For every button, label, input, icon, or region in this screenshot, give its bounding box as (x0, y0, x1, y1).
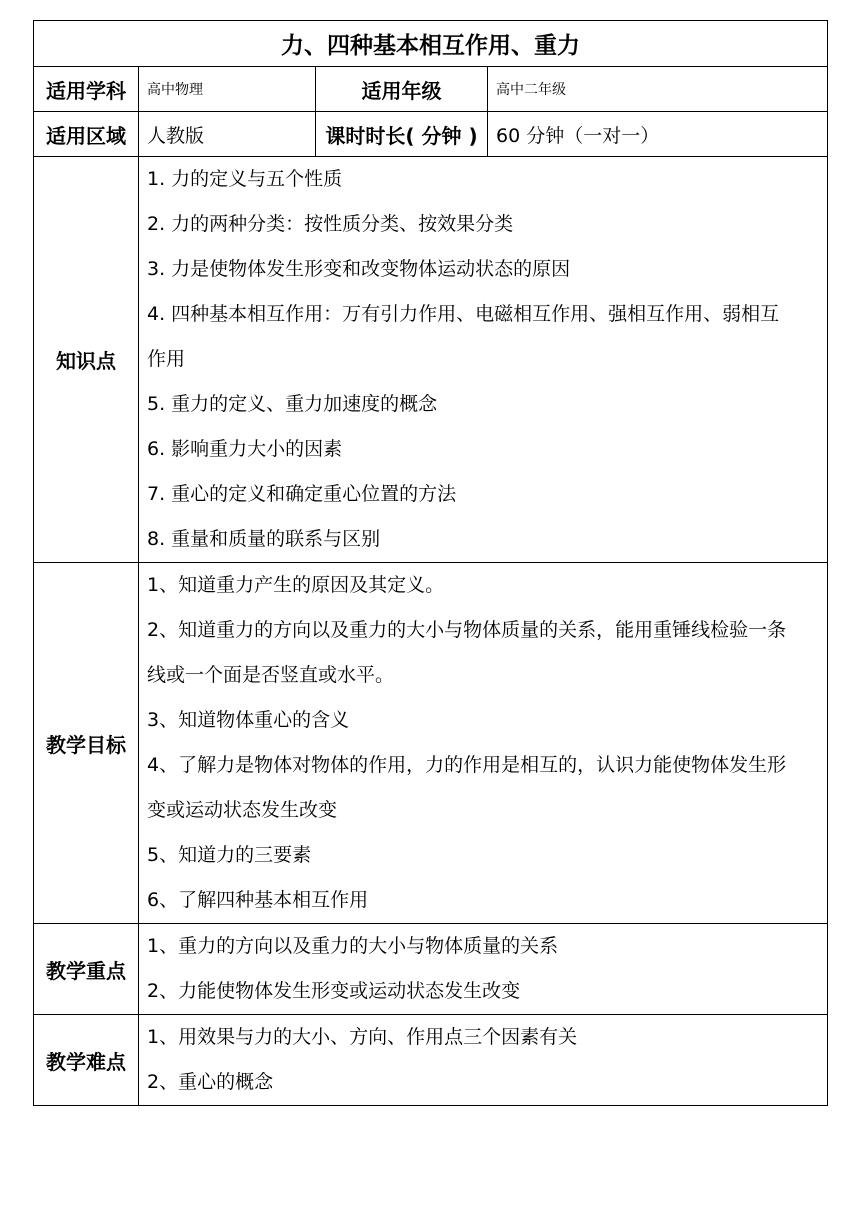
content-line: 4、了解力是物体对物体的作用，力的作用是相互的，认识力能使物体发生形 (147, 754, 787, 776)
content-line: 7. 重心的定义和确定重心位置的方法 (147, 483, 457, 505)
content-line: 3. 力是使物体发生形变和改变物体运动状态的原因 (147, 258, 571, 280)
duration-label: 课时时长( 分钟 ) (316, 112, 488, 157)
content-line: 1、知道重力产生的原因及其定义。 (147, 574, 445, 596)
title-row (34, 21, 828, 67)
section-key-points (34, 924, 828, 1015)
content-line: 1、用效果与力的大小、方向、作用点三个因素有关 (147, 1026, 578, 1048)
lesson-plan-table (33, 20, 828, 1106)
content-line: 8. 重量和质量的联系与区别 (147, 528, 381, 550)
section-label-knowledge: 知识点 (34, 157, 139, 563)
section-content-difficulties (139, 1015, 828, 1106)
content-line: 2、重心的概念 (147, 1071, 274, 1093)
section-content-goals (139, 563, 828, 924)
content-line: 1、重力的方向以及重力的大小与物体质量的关系 (147, 935, 559, 957)
meta-row-subject (34, 67, 828, 112)
content-line: 6. 影响重力大小的因素 (147, 438, 343, 460)
subject-label: 适用学科 (34, 67, 139, 112)
content-line: 2、力能使物体发生形变或运动状态发生改变 (147, 980, 521, 1002)
content-line: 6、了解四种基本相互作用 (147, 889, 369, 911)
meta-row-region (34, 112, 828, 157)
region-value: 人教版 (139, 112, 316, 157)
content-line: 作用 (147, 348, 186, 370)
section-label-key-points: 教学重点 (34, 924, 139, 1015)
content-line: 3、知道物体重心的含义 (147, 709, 350, 731)
grade-value: 高中二年级 (488, 67, 828, 112)
subject-value: 高中物理 (139, 67, 316, 112)
section-label-goals: 教学目标 (34, 563, 139, 924)
section-difficulties (34, 1015, 828, 1106)
content-line: 2、知道重力的方向以及重力的大小与物体质量的关系，能用重锤线检验一条 (147, 619, 787, 641)
content-line: 变或运动状态发生改变 (147, 799, 338, 821)
content-line: 1. 力的定义与五个性质 (147, 168, 343, 190)
duration-value: 60 分钟（一对一） (488, 112, 828, 157)
section-goals (34, 563, 828, 924)
grade-label: 适用年级 (316, 67, 488, 112)
section-content-key-points (139, 924, 828, 1015)
content-line: 5. 重力的定义、重力加速度的概念 (147, 393, 438, 415)
region-label: 适用区域 (34, 112, 139, 157)
content-line: 2. 力的两种分类：按性质分类、按效果分类 (147, 213, 514, 235)
document-title: 力、四种基本相互作用、重力 (34, 21, 828, 67)
section-content-knowledge (139, 157, 828, 563)
content-line: 5、知道力的三要素 (147, 844, 312, 866)
section-knowledge (34, 157, 828, 563)
content-line: 线或一个面是否竖直或水平。 (147, 664, 395, 686)
content-line: 4. 四种基本相互作用：万有引力作用、电磁相互作用、强相互作用、弱相互 (147, 303, 780, 325)
section-label-difficulties: 教学难点 (34, 1015, 139, 1106)
